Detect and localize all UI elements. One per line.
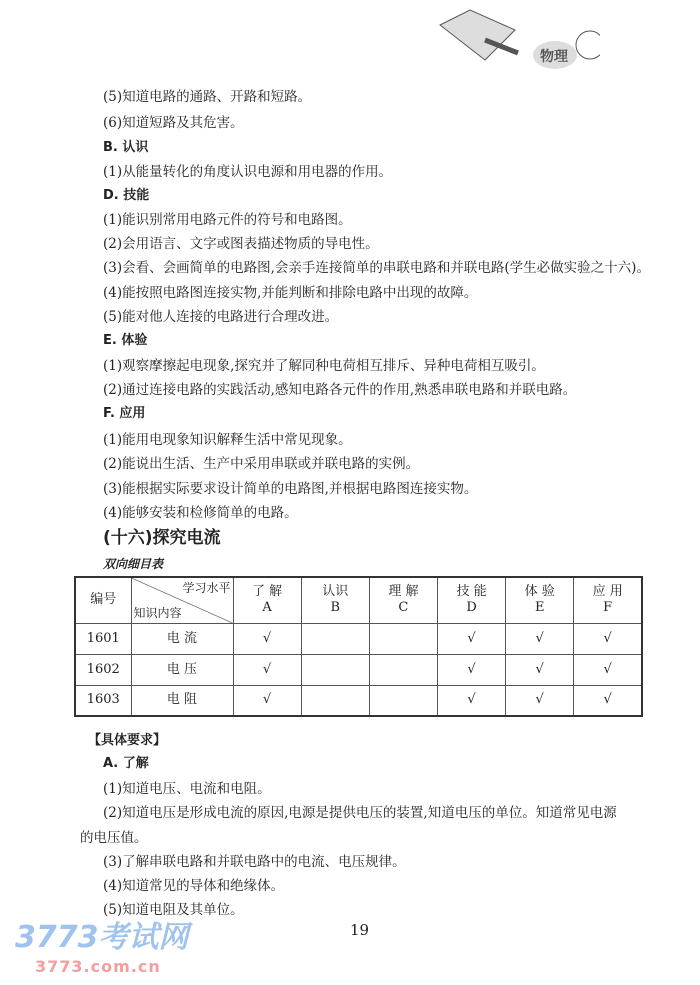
header-level: 学习水平 <box>182 581 231 595</box>
header-level-e: 体 验 E <box>506 577 574 623</box>
row-id: 1603 <box>75 685 131 716</box>
text-line: 的电压值。 <box>80 830 148 846</box>
subsection-heading: F. 应用 <box>103 406 146 421</box>
check-cell: √ <box>233 685 301 716</box>
text-line: (3)了解串联电路和并联电路中的电流、电压规律。 <box>103 854 406 870</box>
header-level-b: 认识 B <box>301 577 369 623</box>
check-cell <box>369 623 437 654</box>
check-cell <box>301 654 369 685</box>
two-way-spec-table <box>74 576 643 717</box>
book-pen-icon <box>410 5 600 75</box>
check-cell <box>369 685 437 716</box>
header-level-d: 技 能 D <box>437 577 505 623</box>
text-line: (4)能按照电路图连接实物,并能判断和排除电路中出现的故障。 <box>103 285 478 301</box>
watermark-url: 3773.com.cn <box>35 957 161 976</box>
text-line: (1)知道电压、电流和电阻。 <box>103 781 271 797</box>
check-cell <box>369 654 437 685</box>
text-line: (2)会用语言、文字或图表描述物质的导电性。 <box>103 236 379 252</box>
table-row <box>75 685 642 716</box>
text-line: (1)能识别常用电路元件的符号和电路图。 <box>103 212 352 228</box>
check-cell <box>301 685 369 716</box>
subsection-heading: E. 体验 <box>103 333 148 348</box>
text-line: (2)能说出生活、生产中采用串联或并联电路的实例。 <box>103 456 420 472</box>
subsection-heading: A. 了解 <box>103 756 149 771</box>
text-line: (5)能对他人连接的电路进行合理改进。 <box>103 309 339 325</box>
check-cell: √ <box>437 654 505 685</box>
header-diagonal <box>131 577 233 623</box>
header-level-f: 应 用 F <box>574 577 642 623</box>
text-line: (5)知道电阻及其单位。 <box>103 902 244 918</box>
row-topic: 电 压 <box>131 654 233 685</box>
subsection-heading: B. 认识 <box>103 140 149 155</box>
text-line: (3)能根据实际要求设计简单的电路图,并根据电路图连接实物。 <box>103 481 478 497</box>
check-cell <box>301 623 369 654</box>
header-level-a: 了 解 A <box>233 577 301 623</box>
check-cell: √ <box>574 623 642 654</box>
text-line: (5)知道电路的通路、开路和短路。 <box>103 89 312 105</box>
check-cell: √ <box>233 623 301 654</box>
text-line: (2)通过连接电路的实践活动,感知电路各元件的作用,熟悉串联电路和并联电路。 <box>103 382 577 398</box>
subsection-heading: D. 技能 <box>103 188 150 203</box>
check-cell: √ <box>574 685 642 716</box>
header-id: 编号 <box>75 577 131 623</box>
requirements-title: 【具体要求】 <box>88 733 167 748</box>
row-topic: 电 阻 <box>131 685 233 716</box>
text-line: (4)能够安装和检修简单的电路。 <box>103 505 298 521</box>
badge-label: 物理 <box>540 49 568 65</box>
text-line: (1)能用电现象知识解释生活中常见现象。 <box>103 432 352 448</box>
physics-logo-illustration <box>410 5 600 75</box>
text-line: (1)从能量转化的角度认识电源和用电器的作用。 <box>103 164 393 180</box>
watermark-logo: 3773考试网 <box>15 920 189 955</box>
text-line: (4)知道常见的导体和绝缘体。 <box>103 878 285 894</box>
header-level-c: 理 解 C <box>369 577 437 623</box>
check-cell: √ <box>437 623 505 654</box>
check-cell: √ <box>574 654 642 685</box>
row-id: 1602 <box>75 654 131 685</box>
row-id: 1601 <box>75 623 131 654</box>
page-number: 19 <box>350 921 370 939</box>
table-caption: 双向细目表 <box>103 557 164 571</box>
row-topic: 电 流 <box>131 623 233 654</box>
check-cell: √ <box>506 623 574 654</box>
text-line: (1)观察摩擦起电现象,探究并了解同种电荷相互排斥、异种电荷相互吸引。 <box>103 358 545 374</box>
check-cell: √ <box>437 685 505 716</box>
table-row <box>75 623 642 654</box>
text-line: (3)会看、会画简单的电路图,会亲手连接简单的串联电路和并联电路(学生必做实验之十六)。 <box>103 260 650 276</box>
text-line: (2)知道电压是形成电流的原因,电源是提供电压的装置,知道电压的单位。知道常见电源 <box>103 805 617 821</box>
check-cell: √ <box>506 654 574 685</box>
table-row <box>75 654 642 685</box>
text-line: (6)知道短路及其危害。 <box>103 115 244 131</box>
check-cell: √ <box>233 654 301 685</box>
section-title: (十六)探究电流 <box>103 528 221 548</box>
check-cell: √ <box>506 685 574 716</box>
header-content: 知识内容 <box>133 605 182 620</box>
